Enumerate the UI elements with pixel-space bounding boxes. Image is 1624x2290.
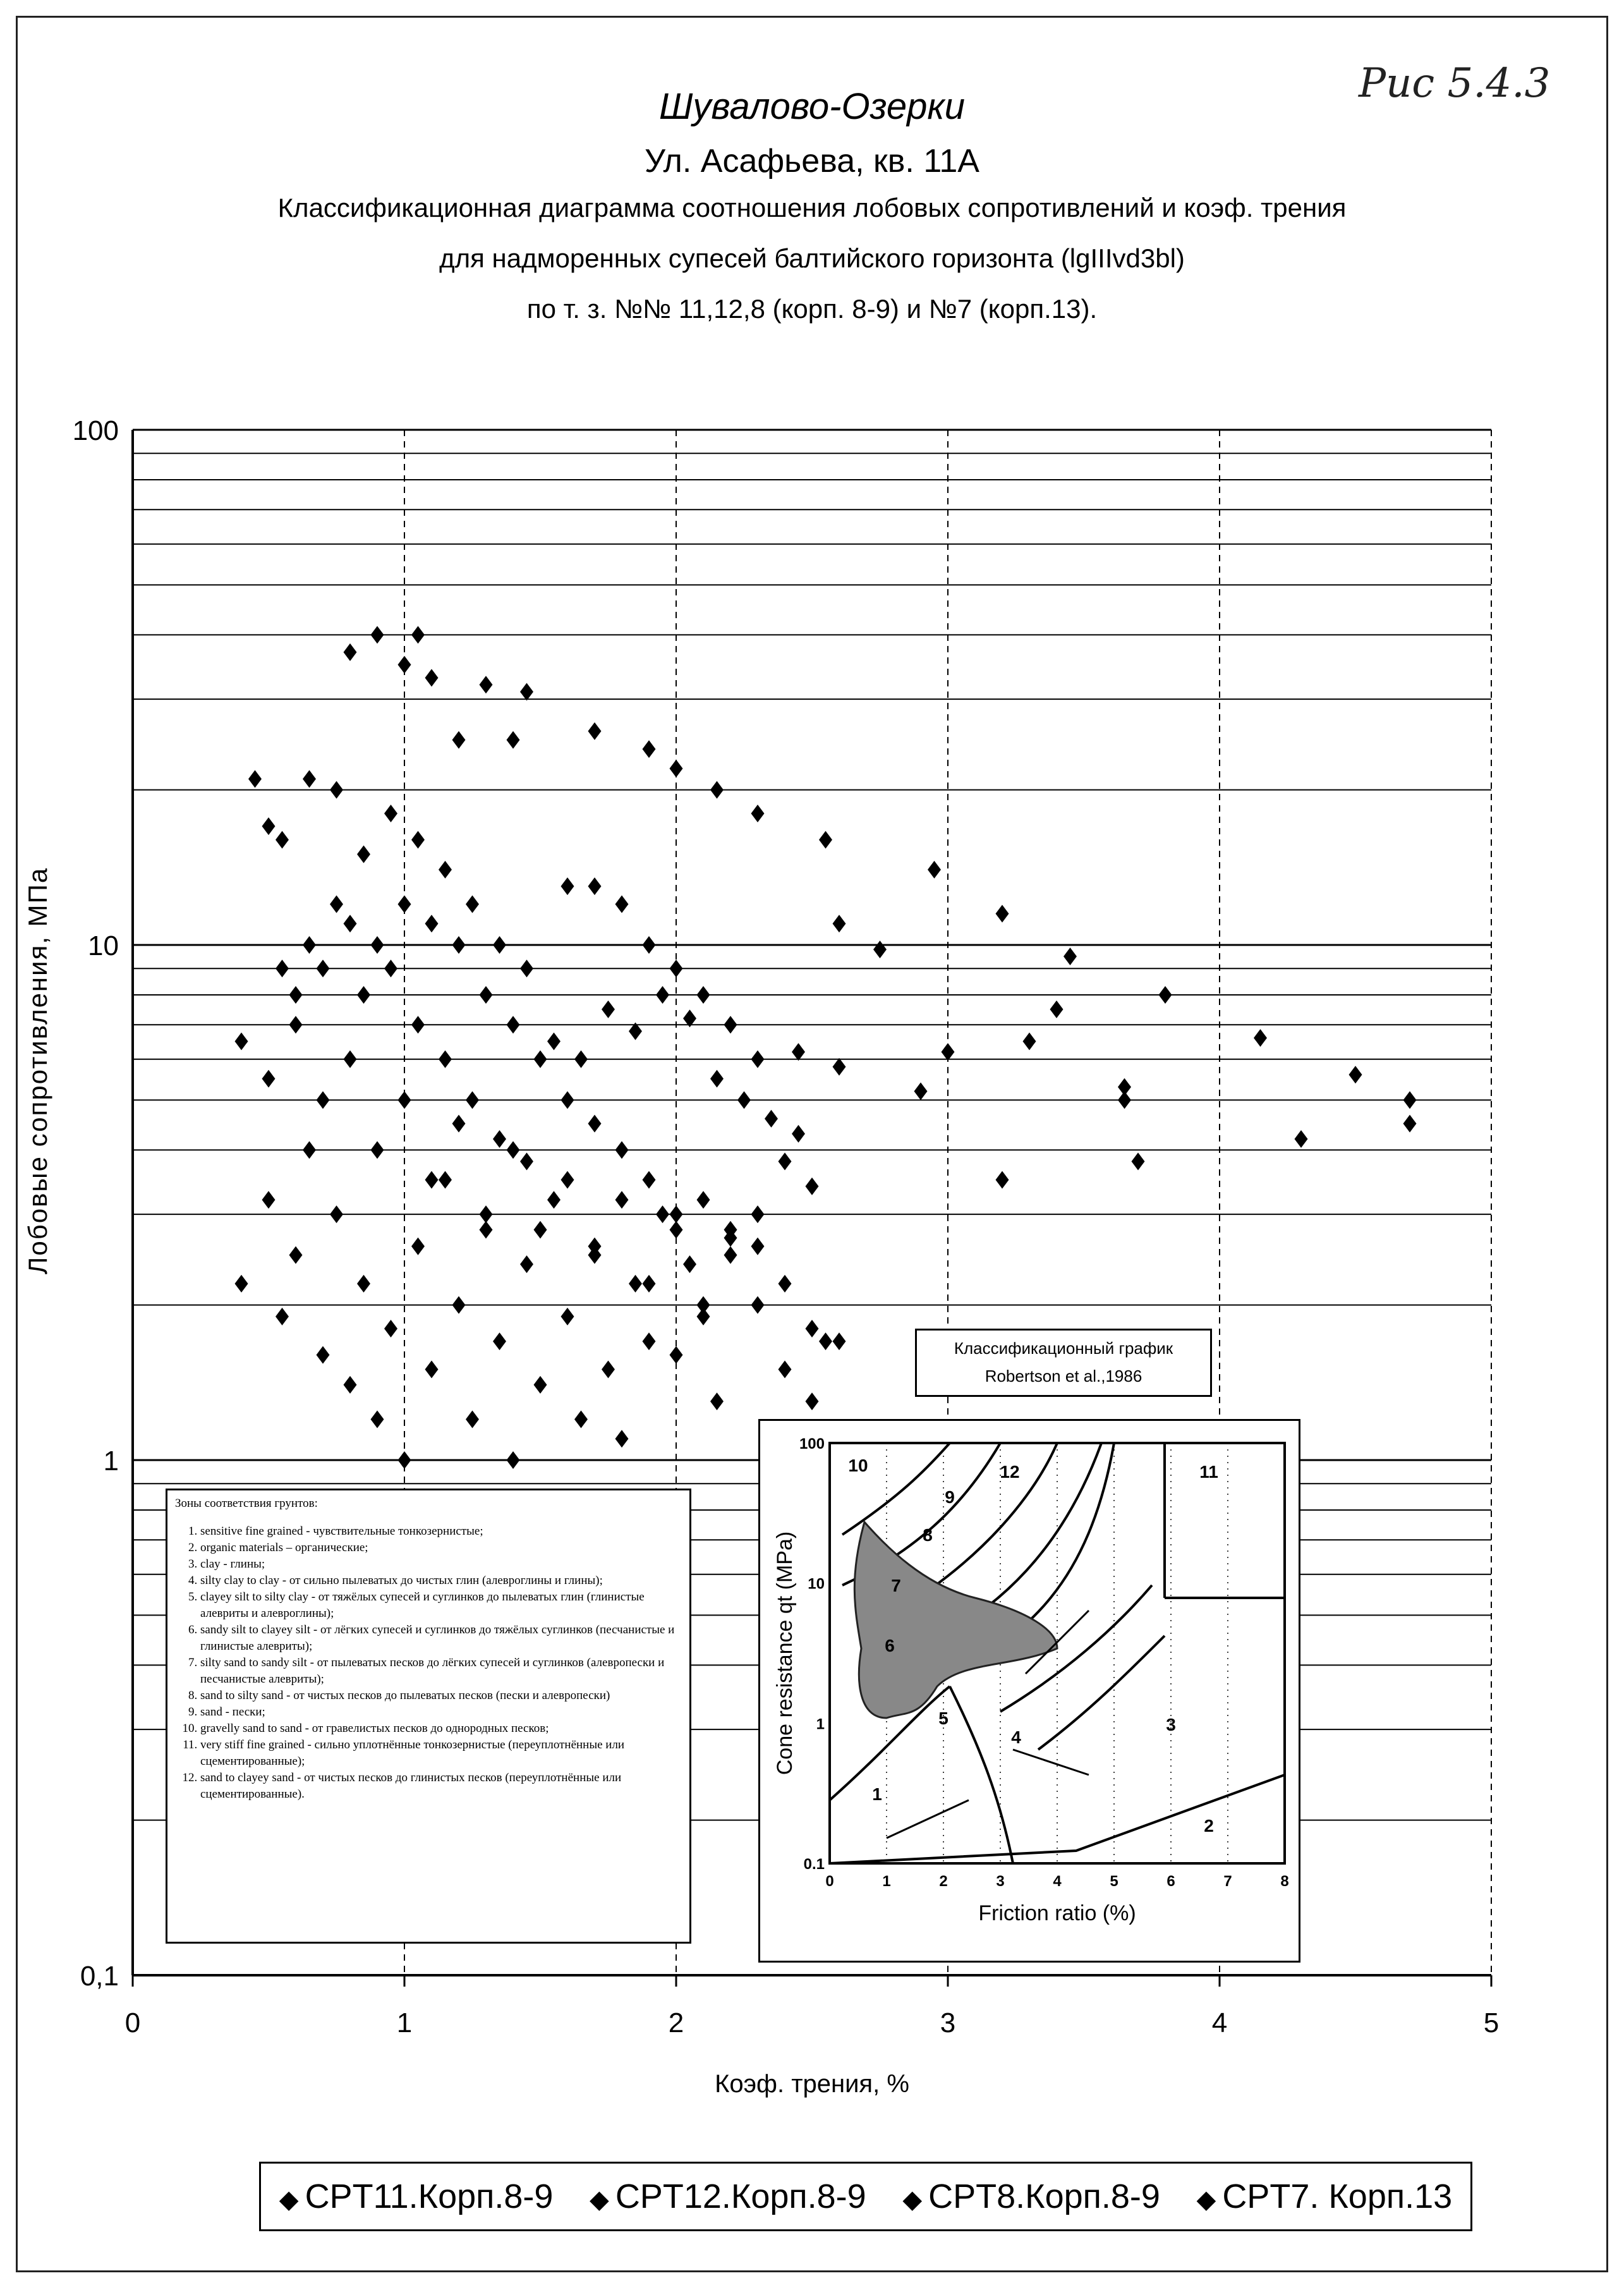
robertson-x-tick: 1 (882, 1873, 891, 1890)
data-point (1063, 947, 1077, 965)
data-point (1349, 1066, 1362, 1083)
data-point (1295, 1130, 1308, 1148)
robertson-zone-label: 2 (1204, 1816, 1214, 1836)
data-point (303, 1141, 316, 1159)
data-point (1254, 1029, 1267, 1047)
data-point (710, 781, 724, 799)
data-point (330, 781, 343, 799)
soil-zone-item: 4. silty clay to clay - от сильно пылеватых до чистых глин (алевроглины и глины); (200, 1573, 682, 1589)
soil-zones-title: Зоны соответствия грунтов: (175, 1497, 318, 1510)
data-point (520, 959, 533, 977)
soil-zones-legend (166, 1489, 691, 1944)
data-point (289, 986, 303, 1004)
title-line-5: по т. з. №№ 11,12,8 (корп. 8-9) и №7 (корп.13). (526, 294, 1098, 324)
data-point (547, 1191, 561, 1209)
data-point (779, 1360, 792, 1378)
robertson-arrow (1013, 1750, 1089, 1775)
data-point (425, 1171, 439, 1189)
data-point (928, 861, 941, 879)
data-point (697, 986, 710, 1004)
data-point (588, 877, 602, 895)
data-point (411, 626, 425, 643)
data-point (276, 1308, 289, 1325)
data-point (737, 1091, 751, 1109)
data-point (371, 626, 384, 643)
data-point (425, 1360, 439, 1378)
data-point (806, 1178, 819, 1195)
data-point (697, 1191, 710, 1209)
robertson-chart (760, 1421, 1299, 1961)
data-point (547, 1032, 561, 1050)
data-point (1403, 1115, 1417, 1133)
data-point (643, 1275, 656, 1293)
data-point (493, 1332, 506, 1350)
data-point (819, 1332, 832, 1350)
legend-label: CPT8.Корп.8-9 (928, 2177, 1160, 2215)
title-line-3: Классификационная диаграмма соотношения лобовых сопротивлений и коэф. трения (277, 193, 1347, 222)
data-point (507, 1451, 520, 1469)
legend-item (590, 2177, 866, 2216)
data-point (520, 1152, 533, 1170)
legend-item (279, 2177, 554, 2216)
soil-zone-item: 12. sand to clayey sand - от чистых песков до глинистых песков (переуплотнённые или сцементированные). (200, 1770, 682, 1803)
robertson-zone-label: 9 (945, 1487, 955, 1507)
soil-zone-item: 6. sandy silt to clayey silt - от лёгких супесей и суглинков до тяжёлых суглинков (песчанистые и глинистые алевриты); (200, 1622, 682, 1655)
data-point (480, 676, 493, 693)
data-point (262, 817, 276, 835)
data-point (819, 831, 832, 849)
data-point (670, 1205, 683, 1223)
robertson-data-cloud (854, 1522, 1057, 1718)
data-point (317, 1091, 330, 1109)
robertson-y-tick: 10 (808, 1575, 825, 1593)
data-point (1159, 986, 1172, 1004)
data-point (357, 986, 370, 1004)
data-point (914, 1082, 928, 1100)
handwritten-annotation: Рис 5.4.3 (1359, 60, 1551, 107)
data-point (751, 1296, 765, 1314)
diamond-marker-icon: ◆ (279, 2186, 299, 2214)
data-point (792, 1043, 805, 1061)
robertson-zone-label: 12 (1000, 1462, 1020, 1482)
robertson-x-tick: 3 (996, 1873, 1005, 1890)
x-tick-label: 3 (940, 2007, 956, 2038)
data-point (493, 1130, 506, 1148)
data-point (317, 1346, 330, 1364)
data-point (520, 1255, 533, 1273)
soil-zone-item: 11. very stiff fine grained - сильно уплотнённые тонкозернистые (переуплотнённые или сцементированные); (200, 1737, 682, 1770)
data-point (942, 1043, 955, 1061)
soil-zones-list (175, 1523, 682, 1803)
data-point (344, 915, 357, 932)
title-line-4: для надморенных супесей балтийского горизонта (lgIIIvd3bl) (439, 243, 1185, 273)
robertson-zone-label: 5 (938, 1708, 948, 1728)
data-point (833, 915, 846, 932)
data-point (303, 936, 316, 954)
data-point (507, 1141, 520, 1159)
data-point (629, 1275, 642, 1293)
data-point (1023, 1032, 1036, 1050)
data-point (466, 1410, 479, 1428)
y-axis-label: Лобовые сопротивления, МПа (23, 867, 52, 1275)
soil-zone-item: 1. sensitive fine grained - чувствительные тонкозернистые; (200, 1523, 682, 1540)
data-point (289, 1016, 303, 1033)
robertson-y-tick: 0.1 (803, 1856, 825, 1873)
data-point (561, 1171, 574, 1189)
data-point (615, 1191, 629, 1209)
robertson-x-tick: 0 (825, 1873, 834, 1890)
data-point (398, 1091, 411, 1109)
data-point (276, 831, 289, 849)
data-point (697, 1296, 710, 1314)
data-point (615, 1141, 629, 1159)
data-point (371, 936, 384, 954)
data-point (466, 1091, 479, 1109)
x-axis-label: Коэф. трения, % (715, 2070, 909, 2098)
data-point (507, 731, 520, 749)
x-tick-label: 4 (1211, 2007, 1228, 2038)
data-point (1118, 1091, 1131, 1109)
data-point (710, 1070, 724, 1088)
robertson-arrow (887, 1800, 969, 1838)
y-tick-label: 1 (103, 1446, 119, 1477)
robertson-y-label: Cone resistance qt (MPa) (773, 1531, 797, 1775)
data-point (425, 915, 439, 932)
robertson-zone-label: 4 (1011, 1727, 1021, 1747)
data-point (398, 895, 411, 913)
data-point (561, 1091, 574, 1109)
diamond-marker-icon: ◆ (590, 2186, 609, 2214)
x-tick-label: 2 (668, 2007, 684, 2038)
data-point (656, 1205, 669, 1223)
data-point (833, 1332, 846, 1350)
data-point (344, 643, 357, 661)
robertson-caption-line-1: Классификационный график (954, 1339, 1173, 1358)
data-point (710, 1392, 724, 1410)
soil-zone-item: 7. silty sand to sandy silt - от пылеватых песков до лёгких супесей и суглинков (алевропески и песчанистые алевриты); (200, 1655, 682, 1688)
data-point (452, 1296, 466, 1314)
robertson-zone-label: 10 (848, 1456, 868, 1475)
soil-zone-item: 9. sand - пески; (200, 1704, 682, 1721)
data-point (357, 845, 370, 863)
data-point (411, 1238, 425, 1255)
robertson-zone-boundary (830, 1775, 1285, 1863)
data-point (317, 959, 330, 977)
data-point (480, 1205, 493, 1223)
diamond-marker-icon: ◆ (1196, 2186, 1216, 2214)
data-point (534, 1376, 547, 1394)
data-point (670, 760, 683, 777)
diamond-marker-icon: ◆ (902, 2186, 923, 2214)
data-point (425, 669, 439, 686)
data-point (643, 740, 656, 758)
data-point (520, 683, 533, 701)
data-point (724, 1016, 737, 1033)
data-point (683, 1255, 696, 1273)
robertson-x-tick: 5 (1110, 1873, 1118, 1890)
data-point (643, 936, 656, 954)
data-point (670, 959, 683, 977)
data-point (765, 1110, 778, 1128)
data-point (574, 1051, 588, 1068)
data-point (384, 805, 397, 822)
legend-label: CPT11.Корп.8-9 (305, 2177, 554, 2215)
y-tick-label: 10 (88, 930, 119, 961)
robertson-x-label: Friction ratio (%) (978, 1901, 1136, 1925)
robertson-x-tick: 4 (1053, 1873, 1062, 1890)
data-point (779, 1275, 792, 1293)
data-point (588, 722, 602, 740)
data-point (289, 1246, 303, 1264)
robertson-zone-label: 6 (885, 1636, 895, 1655)
data-point (751, 1051, 765, 1068)
data-point (452, 1115, 466, 1133)
soil-zone-item: 5. clayey silt to silty clay - от тяжёлых супесей и суглинков до пылеватых глин (глинистые алевриты и алевроглины); (200, 1589, 682, 1622)
data-point (574, 1410, 588, 1428)
data-point (792, 1125, 805, 1143)
data-point (779, 1152, 792, 1170)
robertson-zone-label: 7 (891, 1576, 901, 1595)
data-point (670, 1221, 683, 1239)
data-point (248, 770, 262, 788)
data-point (452, 936, 466, 954)
data-point (493, 936, 506, 954)
data-point (411, 1016, 425, 1033)
legend-label: CPT12.Корп.8-9 (615, 2177, 866, 2215)
data-point (371, 1410, 384, 1428)
x-tick-label: 1 (396, 2007, 413, 2038)
data-point (561, 877, 574, 895)
soil-zone-item: 10. gravelly sand to sand - от гравелистых песков до однородных песков; (200, 1721, 682, 1737)
data-point (996, 1171, 1009, 1189)
data-point (724, 1246, 737, 1264)
data-point (670, 1346, 683, 1364)
data-point (643, 1332, 656, 1350)
data-point (384, 959, 397, 977)
robertson-zone-label: 1 (872, 1784, 882, 1804)
robertson-inset (758, 1419, 1300, 1963)
x-tick-label: 5 (1483, 2007, 1500, 2038)
data-point (330, 1205, 343, 1223)
data-point (330, 895, 343, 913)
soil-zone-item: 8. sand to silty sand - от чистых песков до пылеватых песков (пески и алевропески) (200, 1688, 682, 1704)
data-point (534, 1221, 547, 1239)
data-point (806, 1392, 819, 1410)
data-point (398, 656, 411, 674)
robertson-x-tick: 8 (1280, 1873, 1289, 1890)
robertson-x-tick: 7 (1223, 1873, 1232, 1890)
data-point (534, 1051, 547, 1068)
data-point (602, 1001, 615, 1018)
data-point (480, 1221, 493, 1239)
data-point (751, 805, 765, 822)
data-point (466, 895, 479, 913)
legend-label: CPT7. Корп.13 (1222, 2177, 1453, 2215)
data-point (833, 1058, 846, 1076)
legend-item (1197, 2177, 1453, 2216)
data-point (480, 986, 493, 1004)
data-point (439, 861, 452, 879)
data-point (303, 770, 316, 788)
data-point (344, 1376, 357, 1394)
data-point (1403, 1091, 1417, 1109)
data-point (452, 731, 466, 749)
chart-legend (259, 2162, 1472, 2231)
robertson-x-tick: 6 (1166, 1873, 1175, 1890)
data-point (1132, 1152, 1145, 1170)
data-point (344, 1051, 357, 1068)
data-point (656, 986, 669, 1004)
legend-item (902, 2177, 1160, 2216)
robertson-zone-boundary (950, 1686, 1013, 1863)
data-point (235, 1032, 248, 1050)
robertson-caption-line-2: Robertson et al.,1986 (985, 1367, 1142, 1386)
robertson-y-tick: 1 (816, 1715, 825, 1733)
robertson-caption (915, 1329, 1212, 1397)
data-point (439, 1051, 452, 1068)
y-tick-label: 0,1 (80, 1961, 119, 1992)
soil-zone-item: 3. clay - глины; (200, 1556, 682, 1573)
data-point (615, 895, 629, 913)
data-point (588, 1115, 602, 1133)
data-point (507, 1016, 520, 1033)
data-point (276, 959, 289, 977)
data-point (873, 941, 887, 958)
robertson-y-tick: 100 (799, 1435, 825, 1453)
data-point (384, 1320, 397, 1337)
data-point (615, 1430, 629, 1447)
robertson-zone-label: 11 (1199, 1462, 1218, 1482)
y-tick-label: 100 (72, 415, 119, 446)
data-point (398, 1451, 411, 1469)
data-point (996, 905, 1009, 923)
data-point (1050, 1001, 1063, 1018)
data-point (411, 831, 425, 849)
data-point (751, 1238, 765, 1255)
data-point (357, 1275, 370, 1293)
data-point (371, 1141, 384, 1159)
title-line-1: Шувалово-Озерки (658, 86, 966, 127)
title-line-2: Ул. Асафьева, кв. 11А (645, 143, 979, 180)
data-point (561, 1308, 574, 1325)
robertson-zone-label: 3 (1166, 1715, 1176, 1734)
robertson-zone-label: 8 (923, 1525, 933, 1545)
data-point (806, 1320, 819, 1337)
data-point (262, 1070, 276, 1088)
soil-zone-item: 2. organic materials – органические; (200, 1540, 682, 1556)
data-point (643, 1171, 656, 1189)
x-tick-label: 0 (124, 2007, 141, 2038)
data-point (235, 1275, 248, 1293)
data-point (262, 1191, 276, 1209)
data-point (439, 1171, 452, 1189)
robertson-x-tick: 2 (939, 1873, 948, 1890)
data-point (602, 1360, 615, 1378)
data-point (751, 1205, 765, 1223)
